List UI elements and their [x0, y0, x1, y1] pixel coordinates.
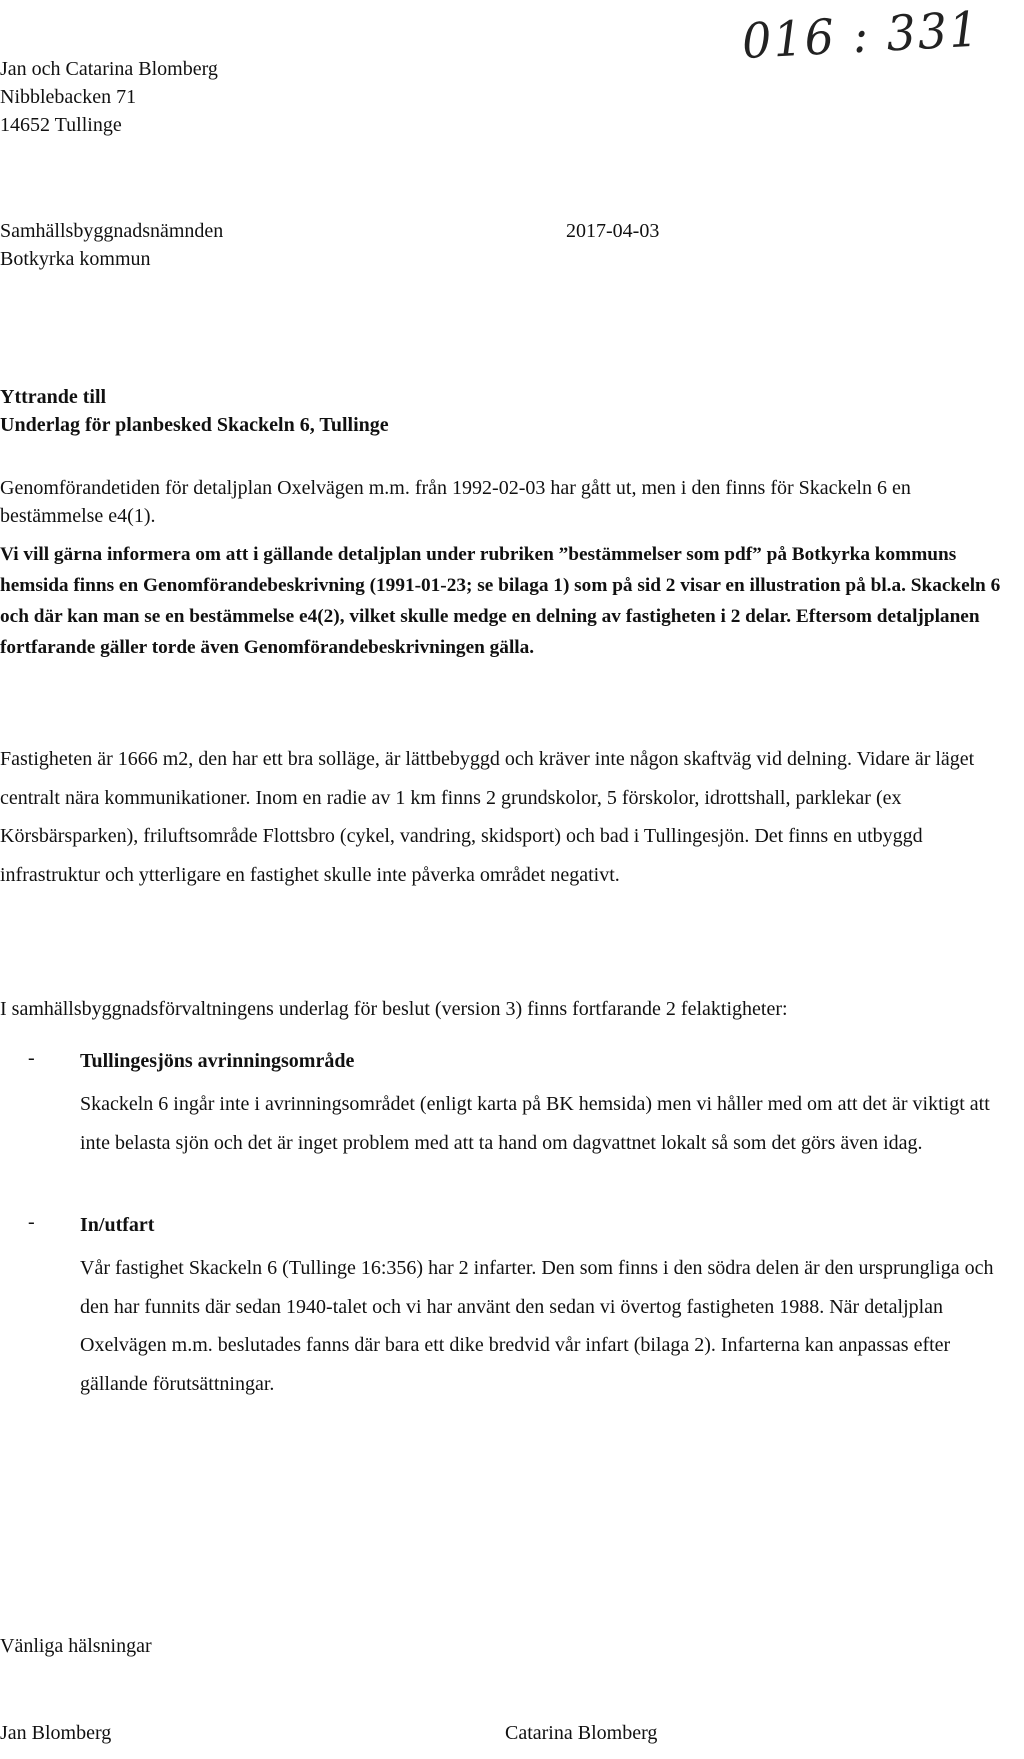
intro-paragraph: Genomförandetiden för detaljplan Oxelvägen m.m. från 1992-02-03 har gått ut, men i den finns för Skackeln 6 en bestämmelse e4(1).: [0, 477, 911, 527]
letter-date: 2017-04-03: [566, 220, 660, 242]
recipient-address: [0, 217, 223, 273]
recipient-org: Samhällsbyggnadsnämnden: [0, 220, 224, 242]
subject-line-2: Underlag för planbesked Skackeln 6, Tullinge: [0, 414, 389, 436]
list-item-title: In/utfart: [80, 1214, 155, 1236]
sender-street: Nibblebacken 71: [0, 86, 137, 108]
list-item-title: Tullingesjöns avrinningsområde: [80, 1050, 355, 1072]
list-item-body: Skackeln 6 ingår inte i avrinningsområdet (enligt karta på BK hemsida) men vi håller med om att det är viktigt att inte belasta sjön och det är inget problem med att ta hand om dagvattnet lokalt så som det görs även idag.: [80, 1093, 990, 1154]
recipient-municipality: Botkyrka kommun: [0, 248, 151, 270]
list-item-body: Vår fastighet Skackeln 6 (Tullinge 16:356) har 2 infarter. Den som finns i den södra delen är den ursprungliga och den har funnits där sedan 1940-talet och vi har använt den sedan vi övertog fastigheten 1988. När detaljplan Oxelvägen m.m. beslutades fanns där bara ett dike bredvid vår infart (bilaga 2). Infarterna kan anpassas efter gällande förutsättningar.: [80, 1257, 994, 1395]
subject-heading: [0, 383, 389, 439]
subject-line-1: Yttrande till: [0, 386, 107, 408]
errors-intro-paragraph: I samhällsbyggnadsförvaltningens underlag för beslut (version 3) finns fortfarande 2 felaktigheter:: [0, 998, 788, 1020]
list-bullet: -: [28, 1211, 35, 1233]
handwritten-reference-number: 016 : 331: [740, 0, 982, 70]
closing-greeting: Vänliga hälsningar: [0, 1635, 152, 1657]
sender-postal: 14652 Tullinge: [0, 114, 122, 136]
list-bullet: -: [28, 1047, 35, 1069]
bold-paragraph: Vi vill gärna informera om att i gällande detaljplan under rubriken ”bestämmelser som pdf” på Botkyrka kommuns hemsida finns en Genomförandebeskrivning (1991-01-23; se bilaga 1) som på sid 2 visar en illustration på bl.a. Skackeln 6 och där kan man se en bestämmelse e4(2), vilket skulle medge en delning av fastigheten i 2 delar. Eftersom detaljplanen fortfarande gäller torde även Genomförandebeskrivningen gälla.: [0, 544, 1001, 658]
signature-catarina: Catarina Blomberg: [505, 1722, 658, 1744]
sender-name: Jan och Catarina Blomberg: [0, 58, 218, 80]
signature-jan: Jan Blomberg: [0, 1722, 112, 1744]
property-description-paragraph: Fastigheten är 1666 m2, den har ett bra solläge, är lättbebyggd och kräver inte någon skaftväg vid delning. Vidare är läget centralt nära kommunikationer. Inom en radie av 1 km finns 2 grundskolor, 5 förskolor, idrottshall, parklekar (ex Körsbärsparken), friluftsområde Flottsbro (cykel, vandring, skidsport) och bad i Tullingesjön. Det finns en utbyggd infrastruktur och ytterligare en fastighet skulle inte påverka området negativt.: [0, 748, 975, 886]
sender-address: [0, 55, 218, 139]
